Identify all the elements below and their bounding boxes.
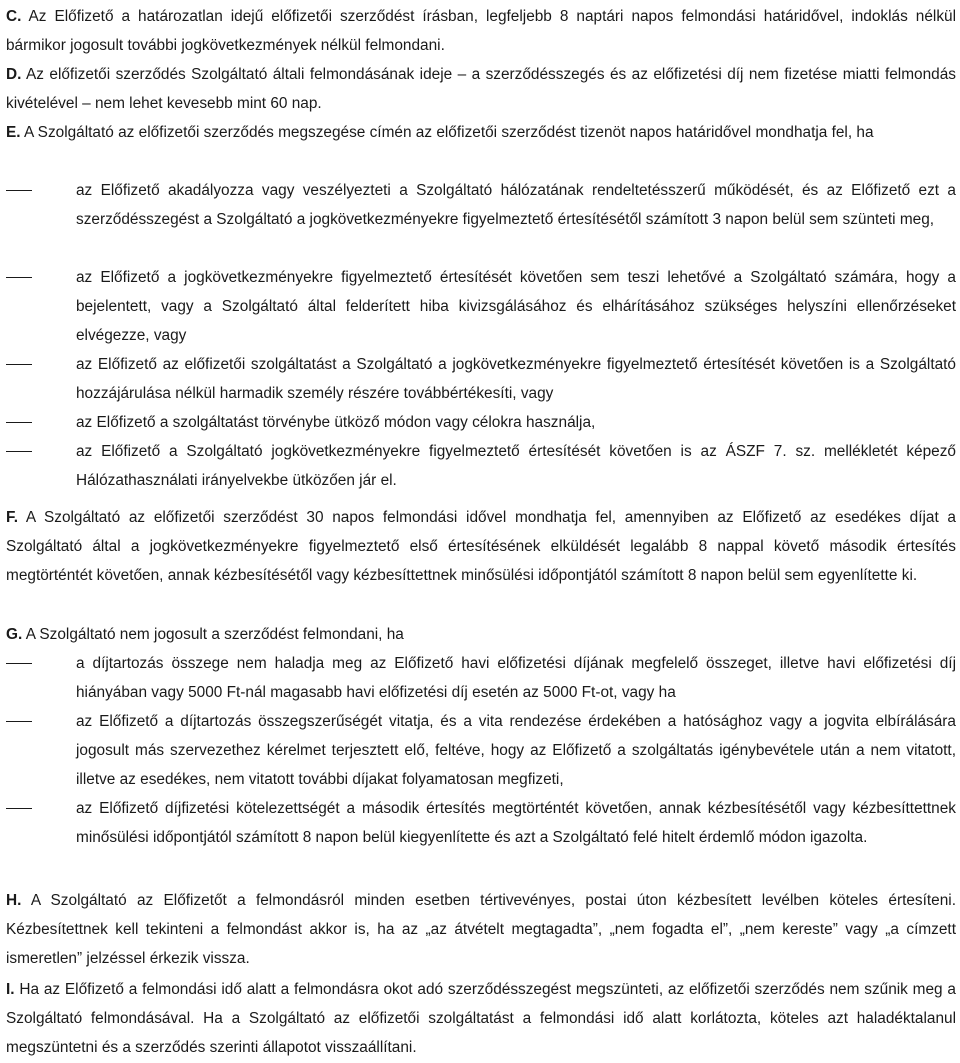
paragraph-e-item-4 [6,408,956,437]
paragraph-g-item-3 [6,794,956,852]
dash-bullet [6,364,32,365]
dash-bullet [6,663,32,664]
paragraph-c [6,2,956,60]
paragraph-f-text: A Szolgáltató az előfizetői szerződést 30 napos felmondási idővel mondhatja fel, amennyiben az Előfizető az esedékes díjat a Szolgáltató által a jogkövetkezményekre figyelmeztető első értesítésének elküldését legalább 8 nappal követő második értesítés megtörténtét követően, annak kézbesítésétől vagy kézbesíttettnek minősülési időpontjától számított 8 napon belül sem egyenlítette ki. [6,509,956,584]
list-item-text: az Előfizető a szolgáltatást törvénybe ütköző módon vagy célokra használja, [76,414,596,431]
list-item-text: az Előfizető a díjtartozás összegszerűségét vitatja, és a vita rendezése érdekében a hatósághoz vagy a jogvita elbírálására jogosult más szervezethez kérelmet terjesztett elő, feltéve, hogy az Előfizető a szolgáltatás igénybevétele után a nem vitatott, illetve az esedékes, nem vitatott további díjakat folyamatosan megfizeti, [76,713,956,788]
paragraph-e-item-1 [6,176,956,234]
paragraph-c-text: Az Előfizető a határozatlan idejű előfizetői szerződést írásban, legfeljebb 8 naptári napos felmondási határidővel, indoklás nélkül bármikor jogosult további jogkövetkezmények nélkül felmondani. [6,8,956,54]
paragraph-g-item-1 [6,649,956,707]
paragraph-e-item-5 [6,437,956,495]
paragraph-g-item-2 [6,707,956,794]
paragraph-d [6,60,956,118]
list-item-text: az Előfizető a jogkövetkezményekre figyelmeztető értesítését követően sem teszi lehetővé a Szolgáltató számára, hogy a bejelentett, vagy a Szolgáltató által felderített hiba kivizsgálásához és elhárításához szükséges helyszíni ellenőrzéseket elvégezze, vagy [76,269,956,344]
paragraph-e-item-2 [6,263,956,350]
paragraph-i [6,975,956,1062]
list-item-text: a díjtartozás összege nem haladja meg az Előfizető havi előfizetési díjának megfelelő összeget, illetve havi előfizetési díj hiányában vagy 5000 Ft-nál magasabb havi előfizetési díj esetén az 5000 Ft-ot, vagy ha [76,655,956,701]
paragraph-e-text: A Szolgáltató az előfizetői szerződés megszegése címén az előfizetői szerződést tizenöt napos határidővel mondhatja fel, ha [23,124,874,141]
paragraph-c-label: C. [6,8,22,25]
dash-bullet [6,422,32,423]
paragraph-g-text: A Szolgáltató nem jogosult a szerződést felmondani, ha [25,626,404,643]
paragraph-d-label: D. [6,66,22,83]
paragraph-i-text: Ha az Előfizető a felmondási idő alatt a felmondásra okot adó szerződésszegést megszünteti, az előfizetői szerződés nem szűnik meg a Szolgáltató felmondásával. Ha a Szolgáltató az előfizetői szolgáltatást a felmondási idő alatt korlátozta, köteles azt haladéktalanul megszüntetni és a szerződés szerinti állapotot visszaállítani. [6,981,956,1056]
paragraph-f-label: F. [6,509,18,526]
paragraph-e-label: E. [6,124,21,141]
list-item-text: az Előfizető az előfizetői szolgáltatást a Szolgáltató a jogkövetkezményekre figyelmeztető értesítését követően is a Szolgáltató hozzájárulása nélkül harmadik személy részére továbbértékesíti, vagy [76,356,956,402]
paragraph-g [6,620,956,649]
dash-bullet [6,190,32,191]
paragraph-h [6,886,956,973]
dash-bullet [6,808,32,809]
list-item-text: az Előfizető díjfizetési kötelezettségét a második értesítés megtörténtét követően, annak kézbesítésétől vagy kézbesíttettnek minősülési időpontjától számított 8 napon belül kiegyenlítette és azt a Szolgáltató felé hitelt érdemlő módon igazolta. [76,800,956,846]
paragraph-h-text: A Szolgáltató az Előfizetőt a felmondásról minden esetben tértivevényes, postai úton kézbesített levélben köteles értesíteni. Kézbesítettnek kell tekinteni a felmondást akkor is, ha az „az átvételt megtagadta”, „nem fogadta el”, „nem kereste” vagy „a címzett ismeretlen” jelzéssel érkezik vissza. [6,892,956,967]
paragraph-e [6,118,956,147]
paragraph-f [6,503,956,590]
paragraph-g-label: G. [6,626,23,643]
dash-bullet [6,451,32,452]
paragraph-d-text: Az előfizetői szerződés Szolgáltató általi felmondásának ideje – a szerződésszegés és az előfizetési díj nem fizetése miatti felmondás kivételével – nem lehet kevesebb mint 60 nap. [6,66,956,112]
paragraph-e-item-3 [6,350,956,408]
paragraph-h-label: H. [6,892,22,909]
dash-bullet [6,721,32,722]
list-item-text: az Előfizető a Szolgáltató jogkövetkezményekre figyelmeztető értesítését követően is az ÁSZF 7. sz. mellékletét képező Hálózathasználati irányelvekbe ütközően jár el. [76,443,956,489]
paragraph-i-label: I. [6,981,15,998]
dash-bullet [6,277,32,278]
list-item-text: az Előfizető akadályozza vagy veszélyezteti a Szolgáltató hálózatának rendeltetésszerű működését, és az Előfizető ezt a szerződésszegést a Szolgáltató a jogkövetkezményekre figyelmeztető értesítésétől számított 3 napon belül sem szünteti meg, [76,182,956,228]
